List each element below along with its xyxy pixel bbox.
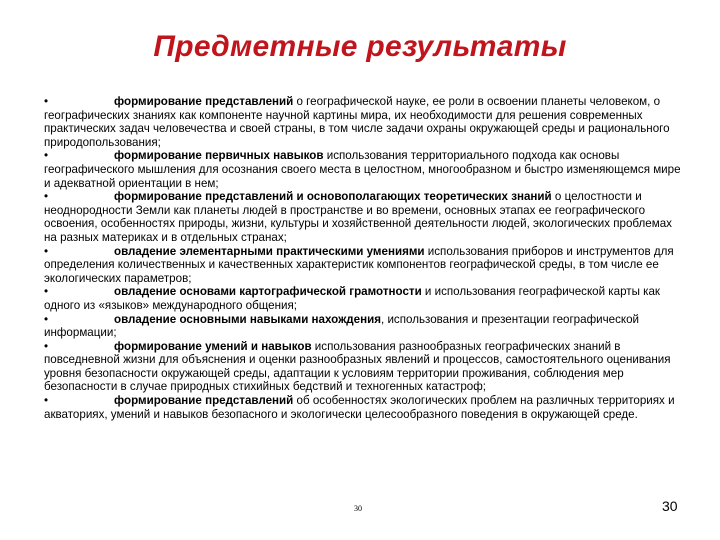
footer-slide-number: 30	[354, 504, 362, 513]
slide-title: Предметные результаты	[153, 30, 567, 63]
item-text: использования приборов и инструментов для определения количественных и качественных характеристик компонентов географической среды, в том числе ее экологических параметров;	[44, 244, 674, 285]
list-item	[44, 245, 684, 286]
item-bold-text: формирование представлений и основополагающих теоретических знаний	[114, 190, 552, 204]
item-bold-text: формирование первичных навыков	[114, 149, 324, 163]
item-bold-text: формирование представлений	[114, 394, 294, 408]
bullet-icon: •	[44, 394, 49, 408]
list-item	[44, 95, 684, 149]
list-item	[44, 340, 684, 394]
bullet-icon: •	[44, 339, 49, 353]
item-bold-text: овладение основами картографической грамотности	[114, 285, 422, 299]
item-text: о географической науке, ее роли в освоении планеты человеком, о географических знаниях как компоненте научной картины мира, их необходимости для решения современных практических задач человечества и своей страны, в том числе задачи охраны окружающей среды и рационального природопользования;	[44, 95, 670, 149]
bullet-icon: •	[44, 285, 49, 299]
item-text: об особенностях экологических проблем на различных территориях и акваториях, умений и навыков безопасного и экологически целесообразного поведения в окружающей среде.	[44, 394, 675, 421]
bullet-icon: •	[44, 190, 49, 204]
item-bold-text: формирование представлений	[114, 95, 294, 108]
item-bold-text: овладение элементарными практическими умениями	[114, 244, 425, 258]
item-text: использования территориального подхода как основы географического мышления для осознания своего места в целостном, многообразном и быстро изменяющемся мире и адекватной ориентации в нем;	[44, 149, 681, 190]
list-item	[44, 313, 684, 340]
slide-content	[44, 95, 684, 421]
bullet-icon: •	[44, 149, 49, 163]
bullet-icon: •	[44, 312, 49, 326]
bullet-icon: •	[44, 95, 49, 108]
item-text: использования разнообразных географических знаний в повседневной жизни для объяснения и оценки разнообразных явлений и процессов, самостоятельного оценивания уровня безопасности окружающей среды, адаптации к условиям территории проживания, соблюдения мер безопасности в случае природных стихийных бедствий и техногенных катастроф;	[44, 339, 671, 394]
item-text: , использования и презентации географической информации;	[44, 312, 640, 340]
item-text: о целостности и неоднородности Земли как планеты людей в пространстве и во времени, основных этапах ее географического освоения, особенностях природы, жизни, культуры и хозяйственной деятельности людей, экологических проблемах на разных материках и в отдельных странах;	[44, 190, 672, 244]
list-item	[44, 149, 684, 190]
list-item	[44, 190, 684, 244]
item-bold-text: формирование умений и навыков	[114, 339, 312, 353]
bullet-icon: •	[44, 244, 49, 258]
list-item	[44, 394, 684, 421]
item-text: и использования географической карты как одного из «языков» международного общения;	[44, 285, 660, 312]
item-bold-text: овладение основными навыками нахождения	[114, 312, 382, 326]
page-number: 30	[662, 498, 678, 514]
list-item	[44, 285, 684, 312]
